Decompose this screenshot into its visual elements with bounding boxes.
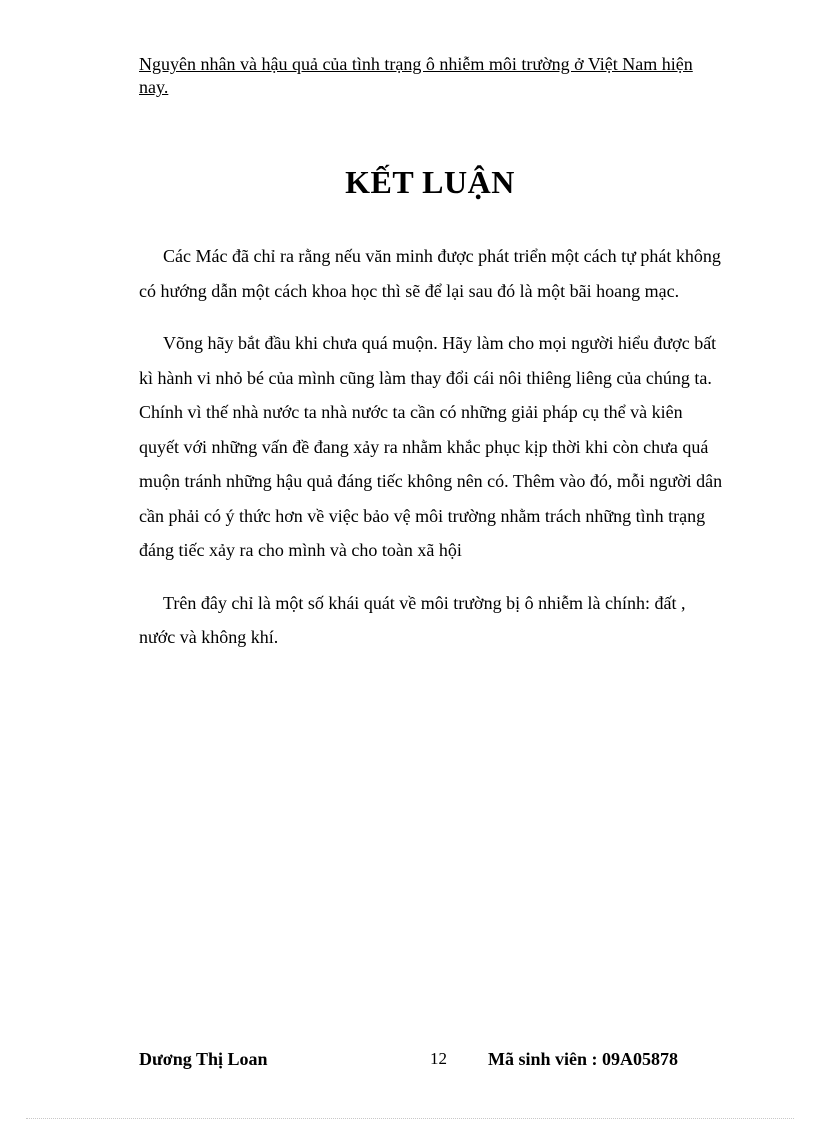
footer-author: Dương Thị Loan xyxy=(139,1049,268,1069)
footer-student-id: Mã sinh viên : 09A05878 xyxy=(488,1049,679,1069)
page-number: 12 xyxy=(430,1049,447,1068)
paragraph-2: Võng hãy bắt đầu khi chưa quá muộn. Hãy làm cho mọi người hiểu được bất kì hành vi nhỏ bé của mình cũng làm thay đổi cái nôi thiêng liêng của chúng ta. Chính vì thế nhà nước ta nhà nước ta cần có những giải pháp cụ thể và kiên quyết với những vấn đề đang xảy ra nhằm khắc phục kịp thời khi còn chưa quá muộn tránh những hậu quả đáng tiếc không nên có. Thêm vào đó, mỗi người dân cần phải có ý thức hơn về việc bảo vệ môi trường nhằm trách những tình trạng đáng tiếc xảy ra cho mình và cho toàn xã hội xyxy=(139,333,723,560)
bottom-divider xyxy=(26,1118,794,1119)
paragraph-1: Các Mác đã chỉ ra rằng nếu văn minh được phát triển một cách tự phát không có hướng dẫn một cách khoa học thì sẽ để lại sau đó là một bãi hoang mạc. xyxy=(139,246,721,301)
page-footer xyxy=(0,1049,816,1075)
page-title: KẾT LUẬN xyxy=(345,164,515,200)
running-header: Nguyên nhân và hậu quả của tình trạng ô nhiễm môi trường ở Việt Nam hiện nay. xyxy=(139,54,693,97)
paragraph-3: Trên đây chỉ là một số khái quát về môi trường bị ô nhiễm là chính: đất , nước và không khí. xyxy=(139,592,686,647)
body-text xyxy=(139,239,724,673)
